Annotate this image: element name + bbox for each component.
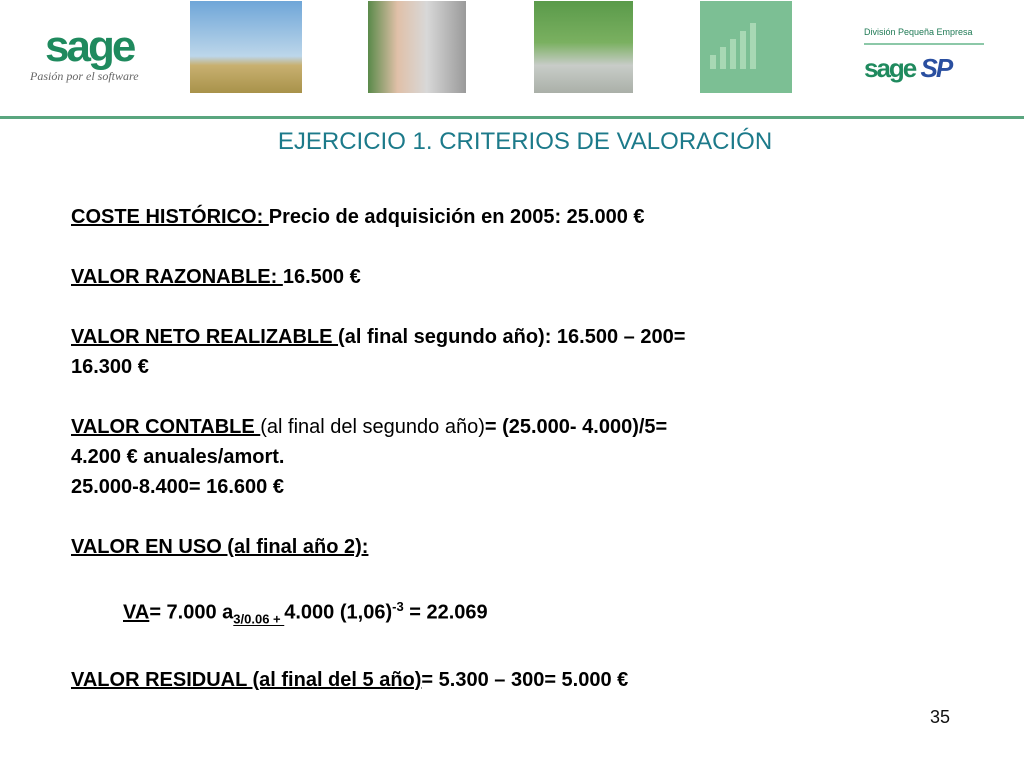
contable-note: (al final del segundo año) <box>260 416 485 438</box>
page-number: 35 <box>930 707 951 727</box>
logo-tagline: Pasión por el software <box>30 69 139 83</box>
contable-text: = (25.000- 4.000)/5= <box>484 416 668 438</box>
razonable-text: 16.500 € <box>282 266 361 288</box>
uso-label: VALOR EN USO (al final año 2): <box>71 536 369 558</box>
photo-field <box>190 1 302 93</box>
neto-text2: 16.300 € <box>71 356 149 378</box>
photo-chart-board <box>700 1 792 93</box>
logo-brand: sage <box>45 22 134 71</box>
va-text3: = 22.069 <box>403 601 488 624</box>
neto-text: (al final segundo año): 16.500 – 200= <box>338 326 686 348</box>
razonable-label: VALOR RAZONABLE: <box>71 266 283 288</box>
coste-label: COSTE HISTÓRICO: <box>71 206 269 228</box>
sage-sp-logo <box>864 27 984 84</box>
photo-road <box>534 1 633 93</box>
residual-text: = 5.300 – 300= 5.000 € <box>421 668 629 691</box>
contable-label: VALOR CONTABLE <box>71 416 261 438</box>
slide-title: EJERCICIO 1. CRITERIOS DE VALORACIÓN <box>277 128 773 155</box>
va-label: VA <box>123 601 150 624</box>
division-label: División Pequeña Empresa <box>864 27 984 45</box>
va-text2: 4.000 (1,06) <box>284 601 393 624</box>
contable-text2: 4.200 € anuales/amort. <box>71 446 285 468</box>
right-brand-sp: SP <box>920 53 952 83</box>
right-brand: sage <box>864 53 916 83</box>
slide-body <box>71 202 685 695</box>
header-rule <box>0 116 1024 119</box>
contable-text3: 25.000-8.400= 16.600 € <box>71 476 284 498</box>
va-sub: 3/0.06 + <box>233 611 285 627</box>
residual-label: VALOR RESIDUAL (al final del 5 año) <box>71 668 422 691</box>
coste-text: Precio de adquisición en 2005: 25.000 € <box>268 206 645 228</box>
va-sup: -3 <box>392 599 404 614</box>
va-text1: = 7.000 a <box>149 601 234 624</box>
neto-label: VALOR NETO REALIZABLE <box>71 326 339 348</box>
sage-logo <box>30 22 150 84</box>
photo-woman <box>368 1 466 93</box>
